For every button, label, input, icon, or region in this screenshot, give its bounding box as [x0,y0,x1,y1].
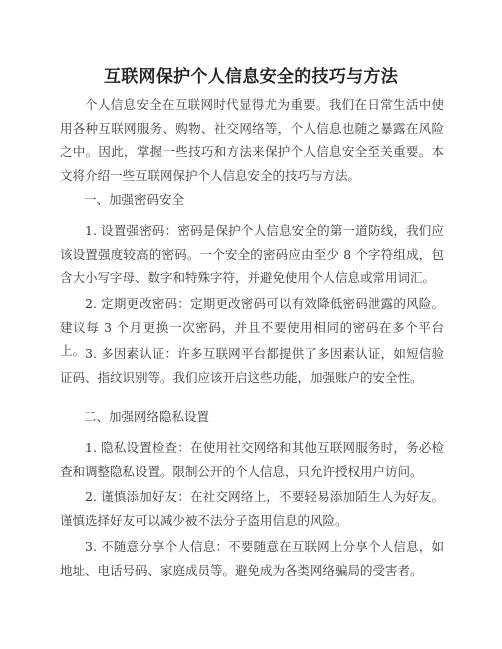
list-item-privacy-check: 1. 隐私设置检查：在使用社交网络和其他互联网服务时，务必检查和调整隐私设置。限制公开的个人信息，只允许授权用户访问。 [60,440,444,479]
list-item-strong-password: 1. 设置强密码：密码是保护个人信息安全的第一道防线，我们应该设置强度较高的密码。一个安全的密码应由至少 8 个字符组成，包含大小写字母、数字和特殊字符，并避免使用个人信息或常用词汇。 [60,223,444,285]
list-item-change-password: 2. 定期更改密码：定期更改密码可以有效降低密码泄露的风险。建议每 3 个月更换一次密码，并且不要使用相同的密码在多个平台上。 [60,296,444,358]
section-heading-privacy: 二、加强网络隐私设置 [84,409,210,424]
document-title: 互联网保护个人信息安全的技巧与方法 [103,67,399,87]
list-item-add-friends: 2. 谨慎添加好友：在社交网络上，不要轻易添加陌生人为好友。谨慎选择好友可以减少被不法分子盗用信息的风险。 [60,489,444,528]
intro-paragraph: 个人信息安全在互联网时代显得尤为重要。我们在日常生活中使用各种互联网服务、购物、社交网络等，个人信息也随之暴露在风险之中。因此，掌握一些技巧和方法来保护个人信息安全至关重要。本文将介绍一些互联网保护个人信息安全的技巧与方法。 [60,97,444,183]
list-item-share-info: 3. 不随意分享个人信息：不要随意在互联网上分享个人信息，如地址、电话号码、家庭成员等。避免成为各类网络骗局的受害者。 [60,539,444,578]
list-item-multi-factor: 3. 多因素认证：许多互联网平台都提供了多因素认证，如短信验证码、指纹识别等。我们应该开启这些功能，加强账户的安全性。 [60,346,444,385]
section-heading-password: 一、加强密码安全 [84,192,185,207]
